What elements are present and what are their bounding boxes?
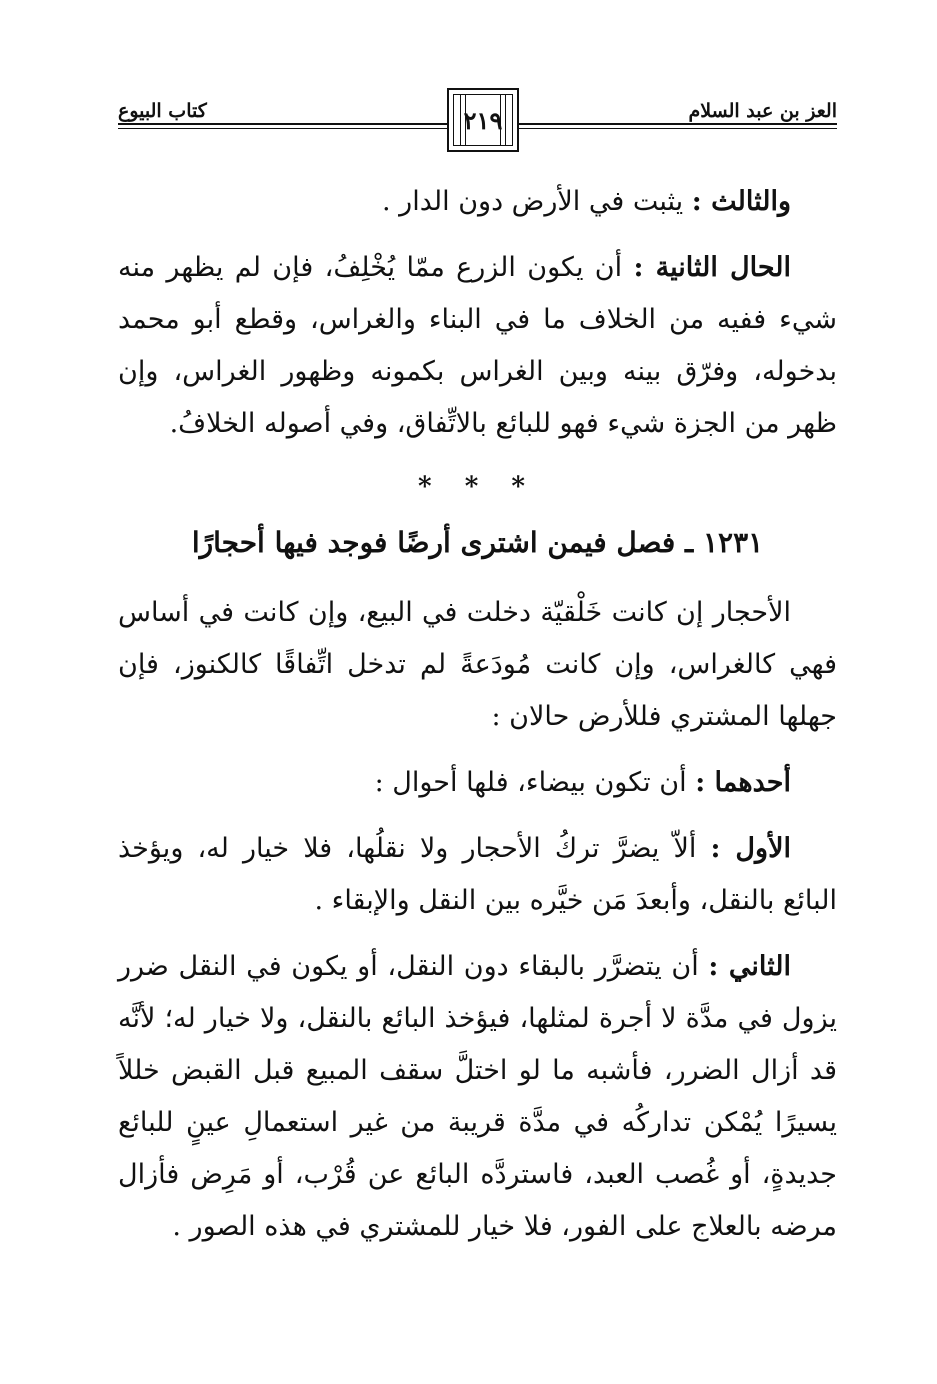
page-body (118, 176, 837, 1267)
paragraph-text: أن يكون الزرع ممّا يُخْلِفُ، فإن لم يظهر منه شيء ففيه من الخلاف ما في البناء والغراس، وقطع أبو محمد بدخوله، وفرّق بينه وبين الغراس بكمونه وظهور الغراس، وإن ظهر من الجزة شيء فهو للبائع بالاتِّفاق، وفي أصوله الخلافُ. (118, 252, 837, 439)
paragraph-lead: الحال الثانية : (633, 252, 791, 283)
paragraph-text: أن يتضرَّر بالبقاء دون النقل، أو يكون في النقل ضرر يزول في مدَّة لا أجرة لمثلها، فيؤخذ البائع بالنقل، ولا خيار له؛ لأنَّه قد أزال الضرر، فأشبه ما لو اختلَّ سقف المبيع قبل القبض خللاً يسيرًا يُمْكن تداركُه في مدَّة قريبة من غير استعمالِ عينٍ للبائع جديدةٍ، أو غُصب العبد، فاستردَّه البائع عن قُرْب، أو مَرِض فأزال مرضه بالعلاج على الفور، فلا خيار للمشتري في هذه الصور . (118, 951, 837, 1242)
paragraph-text: الأحجار إن كانت خَلْقيّة دخلت في البيع، وإن كانت في أساس فهي كالغراس، وإن كانت مُودَعةً لم تدخل اتِّفاقًا كالكنوز، فإن جهلها المشتري فللأرض حالان : (118, 597, 837, 732)
paragraph-text: ألاّ يضرَّ تركُ الأحجار ولا نقلُها، فلا خيار له، ويؤخذ البائع بالنقل، وأبعدَ مَن خيَّره بين النقل والإبقاء . (118, 833, 837, 916)
paragraph-lead: الأول : (710, 833, 791, 864)
paragraph (118, 176, 837, 228)
paragraph (118, 242, 837, 450)
page-number: ٢١٩ (463, 106, 503, 135)
paragraph (118, 587, 837, 743)
paragraph (118, 941, 837, 1253)
page-header (118, 88, 837, 158)
page-number-box (447, 88, 519, 152)
paragraph (118, 823, 837, 927)
running-head-author: العز بن عبد السلام (688, 100, 837, 122)
paragraph-text: يثبت في الأرض دون الدار . (382, 186, 692, 217)
section-separator: * * * (418, 472, 537, 502)
paragraph-lead: الثاني : (708, 951, 791, 982)
paragraph (118, 757, 837, 809)
paragraph-lead: أحدهما : (695, 767, 791, 798)
section-heading: ١٢٣١ ـ فصل فيمن اشترى أرضًا فوجد فيها أحجارًا (191, 526, 764, 559)
paragraph-lead: والثالث : (691, 186, 791, 217)
running-head-book: كتاب البيوع (118, 100, 207, 122)
paragraph-text: أن تكون بيضاء، فلها أحوال : (374, 767, 696, 798)
